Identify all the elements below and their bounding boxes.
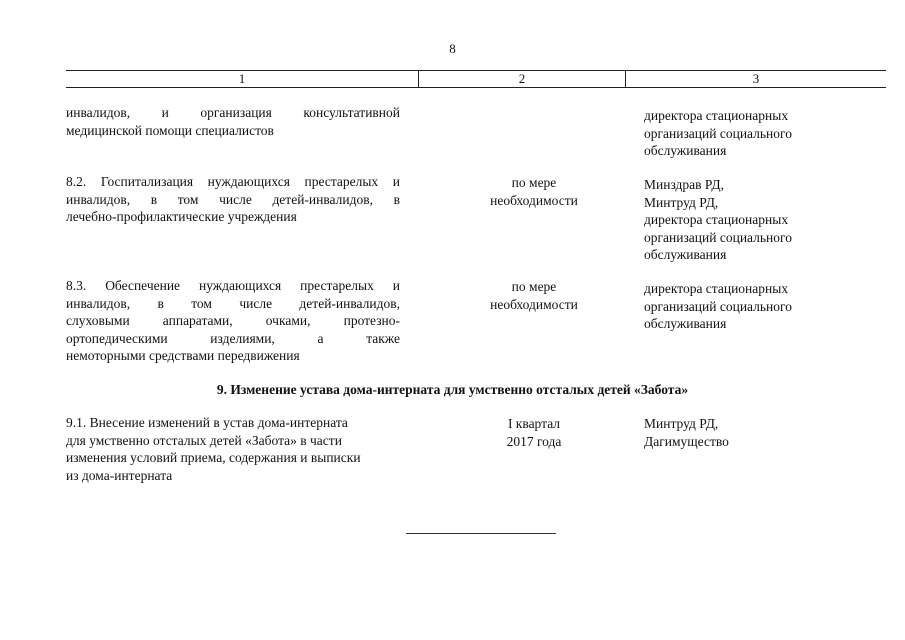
text-line: директора стационарных [644, 108, 789, 123]
text-line: необходимости [490, 193, 578, 208]
deadline-cell [454, 415, 614, 451]
table-header [66, 70, 886, 88]
text-line: организаций социального [644, 298, 792, 314]
text-line: обслуживания [644, 316, 727, 331]
action-cell [66, 414, 400, 484]
text-line: Минздрав РД, [644, 177, 724, 192]
text-line: 2017 года [506, 434, 562, 449]
text-line: Минтруд РД, [644, 194, 719, 210]
text-line: лечебно-профилактические учреждения [66, 209, 297, 224]
text-line: необходимости [490, 297, 578, 312]
text-line: инвалидов, в том числе детей-инвалидов, [66, 295, 400, 311]
text-line: организаций социального [644, 125, 792, 141]
text-line: директора стационарных [644, 281, 789, 296]
text-line: инвалидов, в том числе детей-инвалидов, в [66, 191, 400, 207]
text-line: инвалидов, и организация консультативной [66, 105, 400, 120]
text-line: по мере [511, 175, 557, 190]
responsible-cell [644, 176, 864, 264]
text-line: слуховыми аппаратами, очками, протезно- [66, 313, 400, 328]
action-cell [66, 173, 400, 226]
column-header-3: 3 [752, 71, 760, 86]
text-line: немоторными средствами передвижения [66, 348, 300, 363]
column-header-2: 2 [518, 71, 526, 86]
text-line: 8.3. Обеспечение нуждающихся престарелых и [66, 278, 400, 293]
responsible-cell [644, 280, 864, 333]
text-line: обслуживания [644, 143, 727, 158]
action-cell [66, 277, 400, 365]
text-line: 8.2. Госпитализация нуждающихся престарелых и [66, 174, 400, 189]
text-line: изменения условий приема, содержания и выписки [66, 450, 361, 465]
text-line: из дома-интерната [66, 467, 173, 483]
text-line: Дагимущество [644, 433, 729, 449]
footer-rule [406, 533, 556, 534]
column-header-1: 1 [238, 71, 246, 86]
section-heading: 9. Изменение устава дома-интерната для умственно отсталых детей «Забота» [216, 382, 689, 397]
responsible-cell [644, 415, 864, 450]
action-cell [66, 104, 400, 139]
text-line: для умственно отсталых детей «Забота» в части [66, 432, 342, 448]
text-line: медицинской помощи специалистов [66, 122, 274, 138]
text-line: по мере [511, 279, 557, 294]
text-line: директора стационарных [644, 212, 789, 227]
text-line: I квартал [507, 416, 561, 431]
text-line: Минтруд РД, [644, 416, 719, 431]
text-line: 9.1. Внесение изменений в устав дома-интерната [66, 415, 348, 430]
text-line: ортопедическими изделиями, а также [66, 330, 400, 346]
text-line: организаций социального [644, 229, 792, 245]
deadline-cell [454, 174, 614, 210]
page-number: 8 [449, 41, 456, 56]
responsible-cell [644, 107, 864, 160]
deadline-cell [454, 278, 614, 314]
text-line: обслуживания [644, 247, 727, 262]
